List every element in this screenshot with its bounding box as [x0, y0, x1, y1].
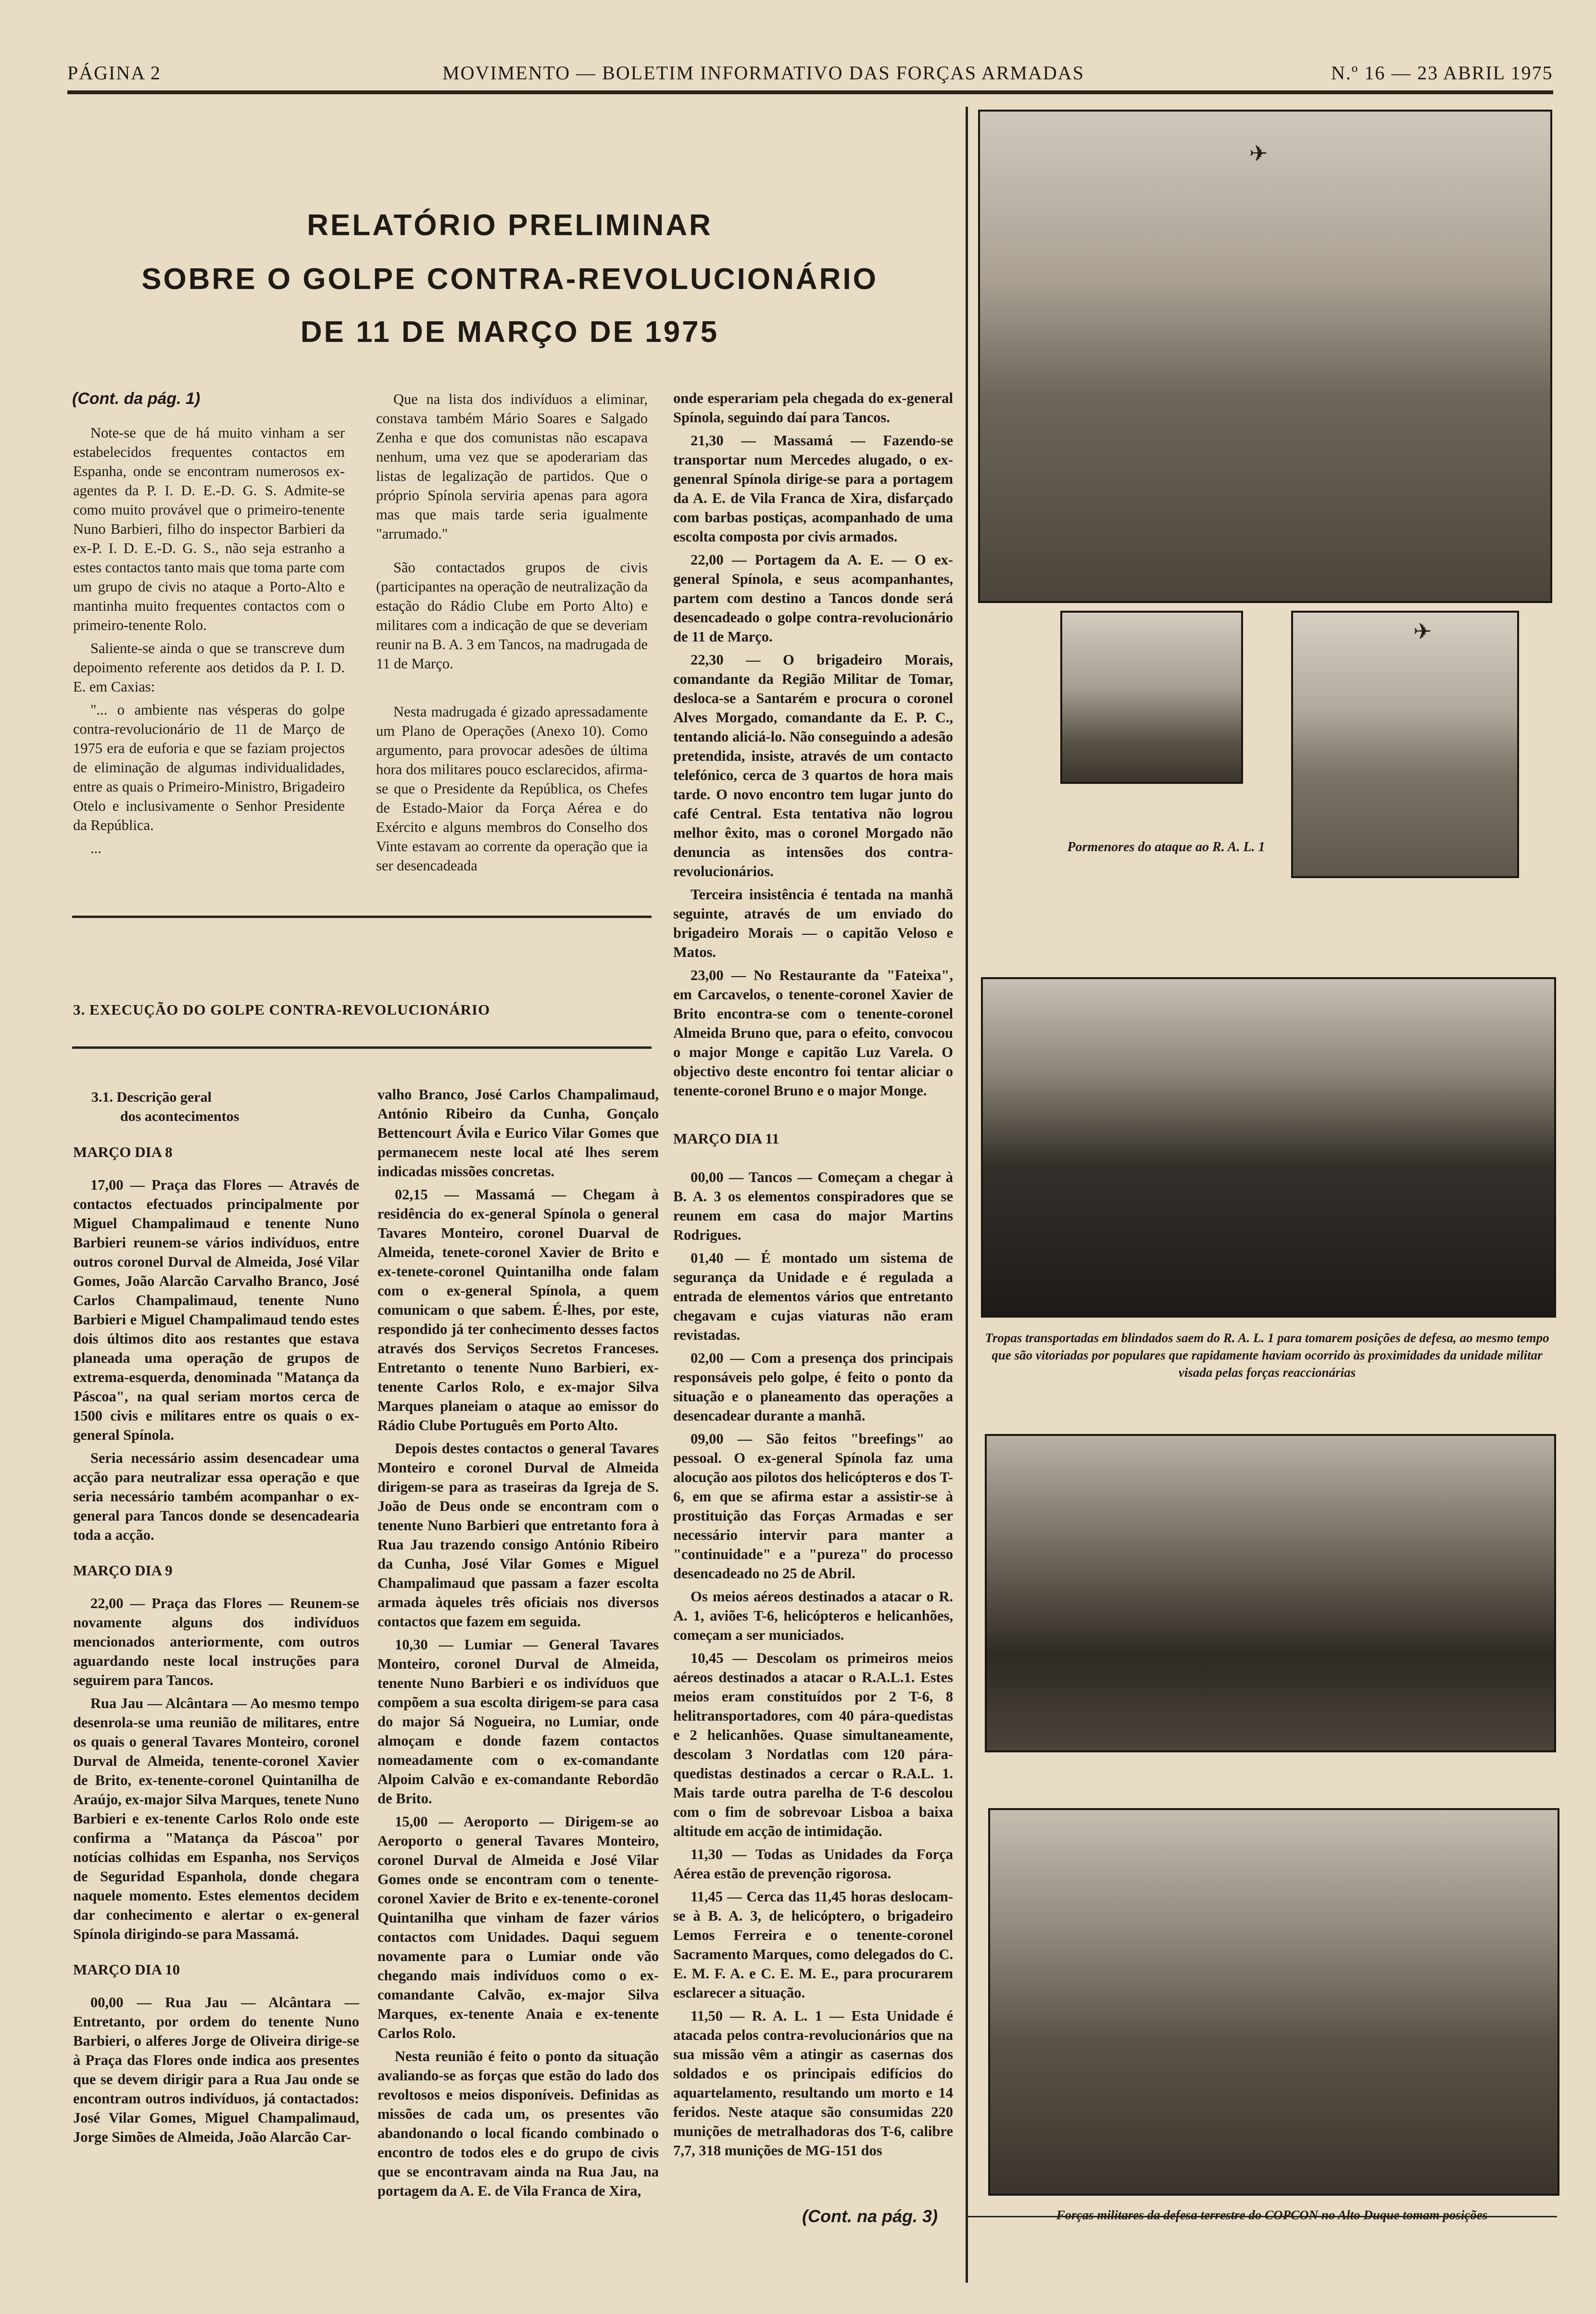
paragraph: 11,30 — Todas as Unidades da Força Aérea estão de prevenção rigorosa. [673, 1846, 953, 1882]
paragraph: 21,30 — Massamá — Fazendo-se transportar num Mercedes alugado, o ex-genenral Spínola dirige-se para a portagem da A. E. de Vila Franca de Xira, disfarçado com barbas postiças, acompanhado de uma escolta composta por civis armados. [673, 432, 953, 545]
masthead: MOVIMENTO — BOLETIM INFORMATIVO DAS FORÇAS ARMADAS [442, 62, 1084, 84]
chronology-column-3 [673, 389, 953, 2164]
section-rule-top [72, 916, 652, 918]
section-heading: 3. EXECUÇÃO DO GOLPE CONTRA-REVOLUCIONÁRIO [73, 1001, 490, 1018]
caption-photo-crowd: Tropas transportadas em blindados saem do R. A. L. 1 para tomarem posições de defesa, ao mesmo tempo que são vitoriadas por populares que rapidamente haviam ocorrido às proximidades da unidade militar visada pelas forças reaccionárias [985, 1331, 1549, 1380]
paragraph: valho Branco, José Carlos Champalimaud, António Ribeiro da Cunha, Gonçalo Bettencourt Ávila e Eurico Vilar Gomes que permanecem neste local até lhes serem indicadas missões concretas. [377, 1086, 659, 1180]
column-divider [966, 107, 968, 2283]
paragraph: Seria necessário assim desencadear uma acção para neutralizar essa operação e que seria necessário também acompanhar o ex-general para Tancos donde se desencadearia toda a acção. [73, 1450, 359, 1543]
paragraph: 09,00 — São feitos "breefings" ao pessoal. O ex-general Spínola faz uma alocução aos pilotos dos helicópteros e dos T-6, em que se afirma estar a assistir-se à prostituição das Forças Armadas e ser necessário intervir para manter a "continuidade" e a "pureza" do processo desencadeado no 25 de Abril. [673, 1431, 953, 1582]
header-rule [67, 90, 1553, 94]
issue-date: N.º 16 — 23 ABRIL 1975 [1331, 62, 1553, 84]
chronology-column-2 [377, 1085, 659, 2204]
section-rule-bottom [72, 1046, 652, 1049]
paragraph: Rua Jau — Alcântara — Ao mesmo tempo desenrola-se uma reunião de militares, entre os quais o general Tavares Monteiro, coronel Durval de Almeida, tenente-coronel Xavier de Brito, ex-tenente-coronel Quintanilha de Araújo, ex-major Silva Marques, tenete Nuno Barbieri e ex-tenente Carlos Rolo onde este confirma a "Matança da Páscoa" por notícias colhidas em Espanha, nos Serviços de Seguridad Espanhola, donde chegara naquele momento. Estes elementos decidem dar conhecimento e alertar o ex-general Spínola dirigindo-se para Massamá. [73, 1695, 359, 1942]
caption-photo-pair: Pormenores do ataque ao R. A. L. 1 [1067, 840, 1265, 855]
paragraph: Note-se que de há muito vinham a ser estabelecidos frequentes contactos em Espanha, onde se encontram numerosos ex-agentes da P. I. D. E.-D. G. S. Admite-se como muito provável que o primeiro-tenente Nuno Barbieri, filho do inspector Barbieri da ex-P. I. D. E.-D. G. S., não seja estranho a estes contactos tanto mais que toma parte com um grupo de civis no ataque a Porto-Alto e mantinha muito frequentes contactos com o primeiro-tenente Rolo. [73, 425, 345, 633]
title-line-2: SOBRE O GOLPE CONTRA-REVOLUCIONÁRIO [141, 263, 878, 296]
paragraph: Terceira insistência é tentada na manhã seguinte, através de um enviado do brigadeiro Morais — o capitão Veloso e Matos. [673, 886, 953, 960]
paragraph: 22,00 — Portagem da A. E. — O ex-general Spínola, e seus acompanhantes, partem com destino a Tancos donde será desencadeado o golpe contra-revolucionário de 11 de Março. [673, 552, 953, 645]
paragraph: 10,45 — Descolam os primeiros meios aéreos destinados a atacar o R.A.L.1. Estes meios eram constituídos por 2 T-6, 8 helitransportadores, com 40 pára-quedistas e 2 helicanhões. Quase simultaneamente, descolam 3 Nordatlas com 120 pára-quedistas destinados a cercar o R.A.L. 1. Mais tarde outra parelha de T-6 descolou com o fim de sobrevoar Lisboa a baixa altitude em acção de intimidação. [673, 1650, 953, 1839]
page-number: PÁGINA 2 [67, 62, 161, 84]
photo-artillery-sandbags [985, 1434, 1556, 1752]
paragraph: 15,00 — Aeroporto — Dirigem-se ao Aeroporto o general Tavares Monteiro, coronel Durval de Almeida e José Vilar Gomes onde se encontram com o tenente-coronel Xavier de Brito e ex-tenente-coronel Quintanilha que vinham de fazer vários contactos com Unidades. Daqui seguem novamente para o Lumiar onde vão chegando mais indivíduos como o ex-comandante Calvão, ex-major Silva Marques, ex-tenente Anaia e ex-tenente Carlos Rolo. [377, 1813, 659, 2041]
paragraph: Nesta reunião é feito o ponto da situação avaliando-se as forças que estão do lado dos revoltosos e meios disponíveis. Definidas as missões de cada um, os presentes vão abandonando o local ficando combinado o encontro de todos eles e do grupo de civis que se encontravam ainda na Rua Jau, na portagem da A. E. de Vila Franca de Xira, [377, 2048, 659, 2199]
paragraph: Os meios aéreos destinados a atacar o R. A. 1, aviões T-6, helicópteros e helicanhões, começam a ser municiados. [673, 1588, 953, 1643]
paragraph: 22,30 — O brigadeiro Morais, comandante da Região Militar de Tomar, desloca-se a Santarém e procura o coronel Alves Morgado, comandante da E. P. C., tentando aliciá-lo. Não conseguindo a adesão pretendida, insiste, através de um contacto telefónico, cerca de 3 quartos de hora mais tarde. O novo encontro tem lugar junto do café Central. Esta tentativa não logrou melhor êxito, mas o coronel Morgado não denuncia as intensões dos contra-revolucionários. [673, 652, 953, 880]
title-line-1: RELATÓRIO PRELIMINAR [307, 209, 713, 242]
paragraph: 02,15 — Massamá — Chegam à residência do ex-general Spínola o general Tavares Monteiro, coronel Duarval de Almeida, tenete-coronel Xavier de Brito e ex-tenete-coronel Quintanilha onde falam com o ex-general Spínola, a quem comunicam o que sabem. É-lhes, por este, respondido já ter conhecimento desses factos através dos Serviços Secretos Franceses. Entretanto o tenente Nuno Barbieri, ex-tenente Carlos Rolo, e ex-major Silva Marques planeiam o ataque ao emissor do Rádio Clube Português em Porto Alto. [377, 1186, 659, 1434]
quote-paragraph: "... o ambiente nas vésperas do golpe contra-revolucionário de 11 de Março de 1975 era de euforia e que se faziam projectos de eliminação de algumas individualidades, entre as quais o Primeiro-Ministro, Brigadeiro Otelo e inclusivamente o Senhor Presidente da República. [73, 702, 345, 833]
paragraph: 23,00 — No Restaurante da "Fateixa", em Carcavelos, o tenente-coronel Xavier de Brito encontra-se com o tenente-coronel Almeida Bruno que, para o efeito, convocou o major Monge e capitão Luz Varela. O objectivo deste encontro foi tentar aliciar o tenente-coronel Bruno e o major Monge. [673, 967, 953, 1099]
chronology-column-1 [73, 1088, 359, 2151]
helicopter-icon: ✈ [1413, 618, 1432, 644]
subheading: 3.1. Descrição geral [91, 1089, 212, 1105]
caption-photo-forest: Forças militares da defesa terrestre do COPCON no Alto Duque tomam posições [1056, 2208, 1488, 2222]
photo-building-detail-2 [1291, 611, 1519, 878]
helicopter-icon: ✈ [1249, 140, 1268, 166]
paragraph: 11,50 — R. A. L. 1 — Esta Unidade é atacada pelos contra-revolucionários que na sua missão vêm a atingir as casernas dos soldados e os principais edifícios do aquartelamento, resultando um morto e 14 feridos. Neste ataque são consumidas 220 munições de metralhadoras dos T-6, calibre 7,7, 318 munições de MG-151 dos [673, 2008, 953, 2159]
paragraph: 02,00 — Com a presença dos principais responsáveis pelo golpe, é feito o ponto da situação e o planeamento das operações a desencadear durante a manhã. [673, 1350, 953, 1424]
paragraph: 11,45 — Cerca das 11,45 horas deslocam-se à B. A. 3, de helicóptero, o brigadeiro Lemos Ferreira e o tenente-coronel Sacramento Marques, como delegados do C. E. M. F. A. e C. E. M. E., para procurarem esclarecer a situação. [673, 1888, 953, 2001]
paragraph: Depois destes contactos o general Tavares Monteiro e coronel Durval de Almeida dirigem-se para as traseiras da Igreja de S. João de Deus onde se encontram com o tenente Nuno Barbieri que entretanto fora à Rua Jau trazendo consigo António Ribeiro da Cunha, José Vilar Gomes e Miguel Champalimaud que passam a fazer escolta armada àqueles três oficiais nos diversos contactos que fazem em seguida. [377, 1440, 659, 1630]
intro-column-2 [376, 390, 648, 879]
photo-soldiers-forest [988, 1808, 1559, 2196]
paragraph: 10,30 — Lumiar — General Tavares Monteiro, coronel Durval de Almeida, tenente Nuno Barbieri e os indivíduos que compõem a sua escolta dirigem-se para casa do major Sá Nogueira, no Lumiar, onde almoçam e donde fazem contactos nomeadamente com o ex-comandante Alpoim Calvão e ex-comandante Rebordão de Brito. [377, 1636, 659, 1807]
continued-to: (Cont. na pág. 3) [802, 2206, 938, 2226]
aerial-photo-barracks [978, 110, 1552, 603]
title-line-3: DE 11 DE MARÇO DE 1975 [300, 315, 719, 349]
paragraph: Nesta madrugada é gizado apressadamente um Plano de Operações (Anexo 10). Como argumento, para provocar adesões de última hora dos militares pouco esclarecidos, afirma-se que o Presidente da República, os Chefes de Estado-Maior da Força Aérea e do Exército e alguns membros do Conselho dos Vinte estavam ao corrente da operação que ia ser desencadeada [376, 704, 648, 874]
paragraph: Saliente-se ainda o que se transcreve dum depoimento referente aos detidos da P. I. D. E. em Caxias: [73, 640, 345, 695]
paragraph: Que na lista dos indivíduos a eliminar, constava também Mário Soares e Salgado Zenha e que dos comunistas não escapava nenhum, uma vez que se apoderariam das listas de legalização de partidos. Que o próprio Spínola serviria apenas para agora mas que mais tarde seria igualmente "arrumado." [376, 391, 648, 542]
paragraph: 01,40 — É montado um sistema de segurança da Unidade e é regulada a entrada de elementos vários que entretanto chegavam e cujas viaturas não eram revistadas. [673, 1250, 953, 1343]
photo-crowd-armored [981, 977, 1556, 1318]
continued-from: (Cont. da pág. 1) [72, 390, 201, 408]
paragraph: onde esperariam pela chegada do ex-general Spínola, seguindo daí para Tancos. [673, 390, 953, 426]
subheading: dos acontecimentos [120, 1108, 239, 1124]
paragraph: São contactados grupos de civis (participantes na operação de neutralização da estação do Rádio Clube em Porto Alto) e militares com a indicação de que se deveriam reunir na B. A. 3 em Tancos, na madrugada de 11 de Março. [376, 559, 648, 672]
paragraph: 00,00 — Tancos — Começam a chegar à B. A. 3 os elementos conspiradores que se reunem em casa do major Martins Rodrigues. [673, 1169, 953, 1243]
paragraph: 17,00 — Praça das Flores — Através de contactos efectuados principalmente por Miguel Champalimaud e tenente Nuno Barbieri reunem-se vários indivíduos, entre outros coronel Durval de Almeida, José Vilar Gomes, João Alarcão Carvalho Branco, José Carlos Champalimaud, tenente Nuno Barbieri e Miguel Champalimaud tendo estes dois últimos dito aos restantes que estava planeada uma operação de grupos de extrema-esquerda, denominada "Matança da Páscoa", na qual seriam mortos cerca de 1500 civis e militares entre os quais o ex-general Spínola. [73, 1177, 359, 1443]
day-heading-11: MARÇO DIA 11 [673, 1130, 779, 1147]
ellipsis: ... [90, 840, 101, 856]
paragraph: 22,00 — Praça das Flores — Reunem-se novamente alguns dos indivíduos mencionados anteriormente, com outros aguardando neste local instruções para seguirem para Tancos. [73, 1595, 359, 1688]
photo-building-detail-1 [1060, 611, 1243, 784]
day-heading-8: MARÇO DIA 8 [73, 1144, 173, 1160]
day-heading-9: MARÇO DIA 9 [73, 1562, 173, 1579]
paragraph: 00,00 — Rua Jau — Alcântara — Entretanto, por ordem do tenente Nuno Barbieri, o alferes Jorge de Oliveira dirige-se à Praça das Flores onde indica aos presentes que se devem dirigir para a Rua Jau onde se encontram outros indivíduos, já contactados: José Vilar Gomes, Miguel Champalimaud, Jorge Simões de Almeida, João Alarcão Car- [73, 1994, 359, 2145]
intro-column-1 [73, 423, 345, 862]
day-heading-10: MARÇO DIA 10 [73, 1961, 180, 1978]
